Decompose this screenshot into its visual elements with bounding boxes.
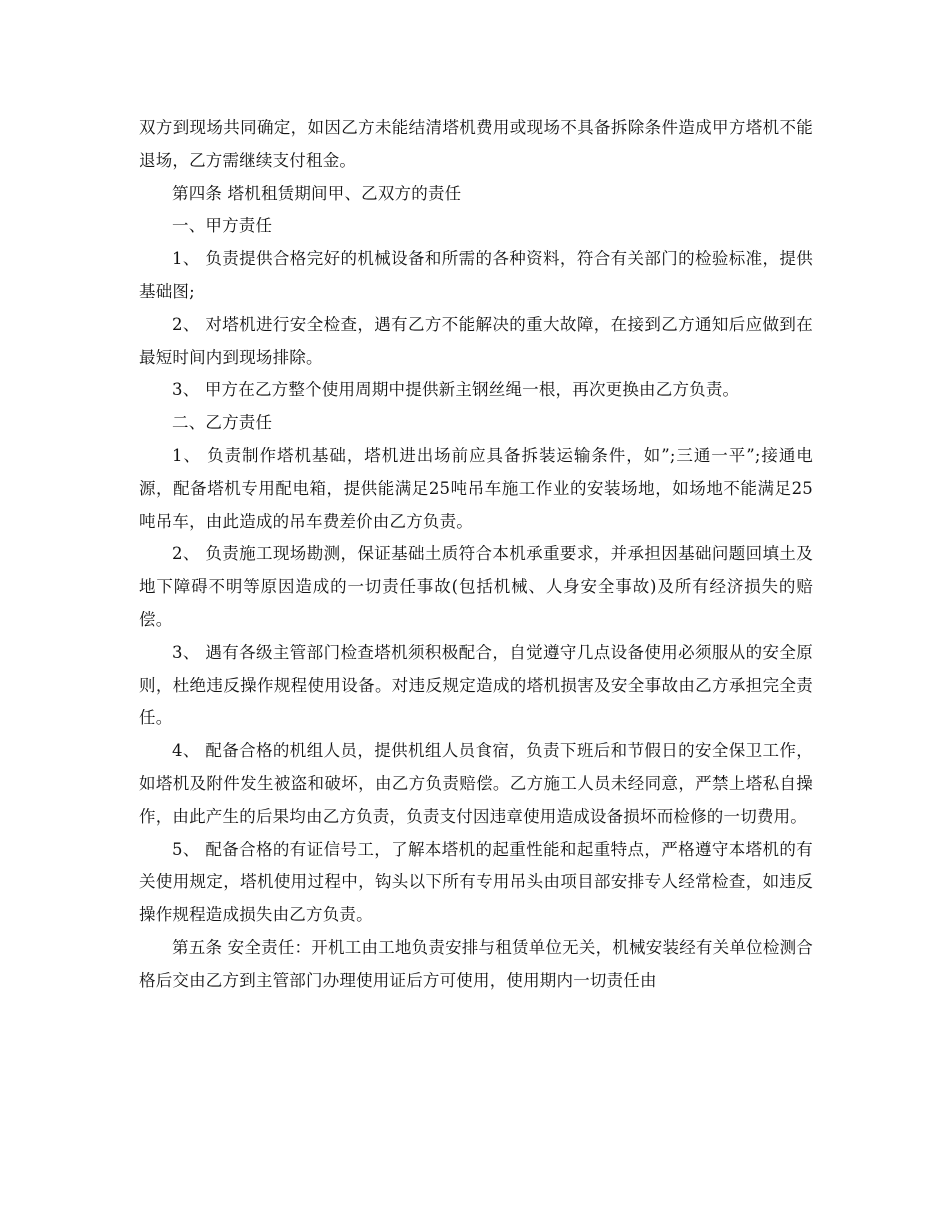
party-b-item-5: 5、 配备合格的有证信号工，了解本塔机的起重性能和起重特点，严格遵守本塔机的有关使用规定，塔机使用过程中，钩头以下所有专用吊头由项目部安排专人经常检查，如违反操作规程造成损失由乙方负责。 [139,839,813,925]
article-five-safety: 第五条 安全责任：开机工由工地负责安排与租赁单位无关，机械安装经有关单位检测合格后交由乙方到主管部门办理使用证后方可使用，使用期内一切责任由 [139,937,813,990]
party-b-item-4: 4、 配备合格的机组人员，提供机组人员食宿，负责下班后和节假日的安全保卫工作，如塔机及附件发生被盗和破坏，由乙方负责赔偿。乙方施工人员未经同意，严禁上塔私自操作，由此产生的后果均由乙方负责，负责支付因违章使用造成设备损坏而检修的一切费用。 [139,741,813,826]
article-four-heading: 第四条 塔机租赁期间甲、乙双方的责任 [172,183,462,203]
party-a-item-2: 2、 对塔机进行安全检查，遇有乙方不能解决的重大故障，在接到乙方通知后应做到在最短时间内到现场排除。 [139,314,813,367]
paragraph-continuation: 双方到现场共同确定，如因乙方未能结清塔机费用或现场不具备拆除条件造成甲方塔机不能退场，乙方需继续支付租金。 [139,118,813,170]
party-a-item-3: 3、 甲方在乙方整个使用周期中提供新主钢丝绳一根，再次更换由乙方负责。 [172,380,740,400]
party-a-section-heading: 一、甲方责任 [172,216,273,236]
party-b-item-2: 2、 负责施工现场勘测，保证基础土质符合本机承重要求，并承担因基础问题回填土及地下障碍不明等原因造成的一切责任事故(包括机械、人身安全事故)及所有经济损失的赔偿。 [139,544,813,629]
party-b-item-3: 3、 遇有各级主管部门检查塔机须积极配合，自觉遵守几点设备使用必须服从的安全原则，杜绝违反操作规程使用设备。对违反规定造成的塔机损害及安全事故由乙方承担完全责任。 [139,642,813,728]
party-b-item-1: 1、 负责制作塔机基础，塔机进出场前应具备拆装运输条件，如”;三通一平”;接通电源，配备塔机专用配电箱，提供能满足25吨吊车施工作业的安装场地，如场地不能满足25吨吊车，由此造成的吊车费差价由乙方负责。 [139,445,813,531]
party-a-item-1: 1、 负责提供合格完好的机械设备和所需的各种资料，符合有关部门的检验标准，提供基础图; [139,249,813,301]
document-body [139,112,813,998]
party-b-section-heading: 二、乙方责任 [172,413,273,433]
